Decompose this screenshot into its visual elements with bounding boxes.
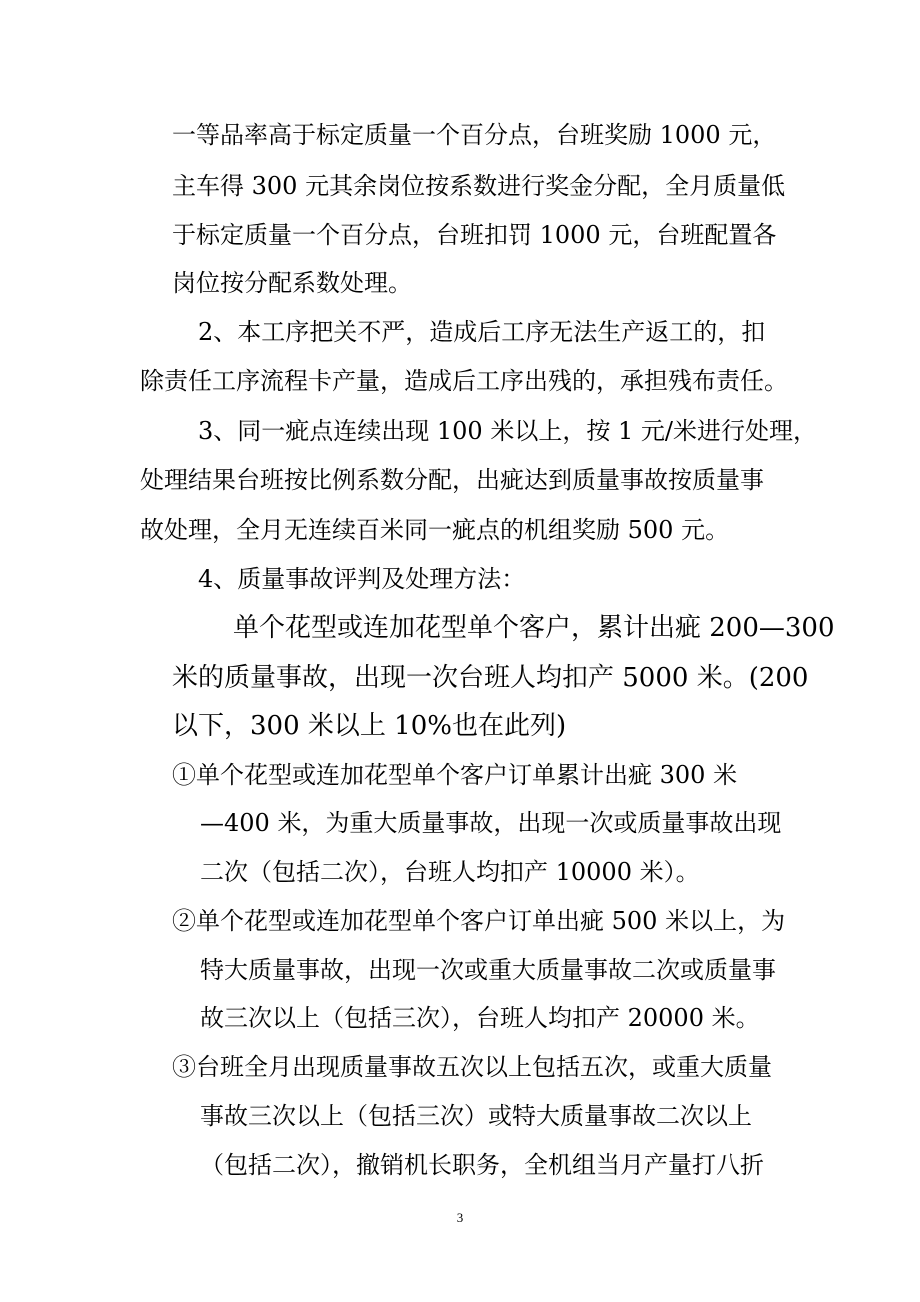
text-line: 岗位按分配系数处理。	[172, 269, 412, 297]
text-line: 3、同一疵点连续出现 100 米以上，按 1 元/米进行处理，	[198, 417, 817, 445]
text-line: 故处理，全月无连续百米同一疵点的机组奖励 500 元。	[140, 516, 730, 544]
text-line: 单个花型或连加花型单个客户，累计出疵 200—300	[233, 613, 835, 643]
text-line: 特大质量事故，出现一次或重大质量事故二次或质量事	[200, 956, 776, 984]
text-line: 除责任工序流程卡产量，造成后工序出残的，承担残布责任。	[140, 367, 788, 395]
text-line: 2、本工序把关不严，造成后工序无法生产返工的，扣	[198, 318, 766, 346]
text-line: 4、质量事故评判及处理方法：	[198, 565, 526, 593]
text-line: —400 米，为重大质量事故，出现一次或质量事故出现	[200, 809, 782, 837]
page-number: 3	[456, 1210, 464, 1225]
text-line: 处理结果台班按比例系数分配，出疵达到质量事故按质量事	[140, 466, 764, 494]
text-line: 事故三次以上（包括三次）或特大质量事故二次以上	[200, 1102, 752, 1130]
text-line: 一等品率高于标定质量一个百分点，台班奖励 1000 元，	[172, 121, 777, 149]
text-line: ③台班全月出现质量事故五次以上包括五次，或重大质量	[172, 1053, 772, 1081]
text-line: 故三次以上（包括三次），台班人均扣产 20000 米。	[200, 1004, 760, 1032]
text-line: ②单个花型或连加花型单个客户订单出疵 500 米以上，为	[172, 907, 786, 935]
text-line: 于标定质量一个百分点，台班扣罚 1000 元，台班配置各	[172, 221, 777, 249]
text-line: ①单个花型或连加花型单个客户订单累计出疵 300 米	[172, 761, 738, 789]
text-line: 二次（包括二次），台班人均扣产 10000 米）。	[200, 858, 700, 886]
text-line: 主车得 300 元其余岗位按系数进行奖金分配，全月质量低	[172, 172, 786, 200]
text-line: 米的质量事故，出现一次台班人均扣产 5000 米。(200	[172, 663, 809, 693]
text-line: 以下，300 米以上 10%也在此列)	[172, 711, 567, 741]
text-line: （包括二次），撤销机长职务，全机组当月产量打八折	[200, 1151, 764, 1179]
